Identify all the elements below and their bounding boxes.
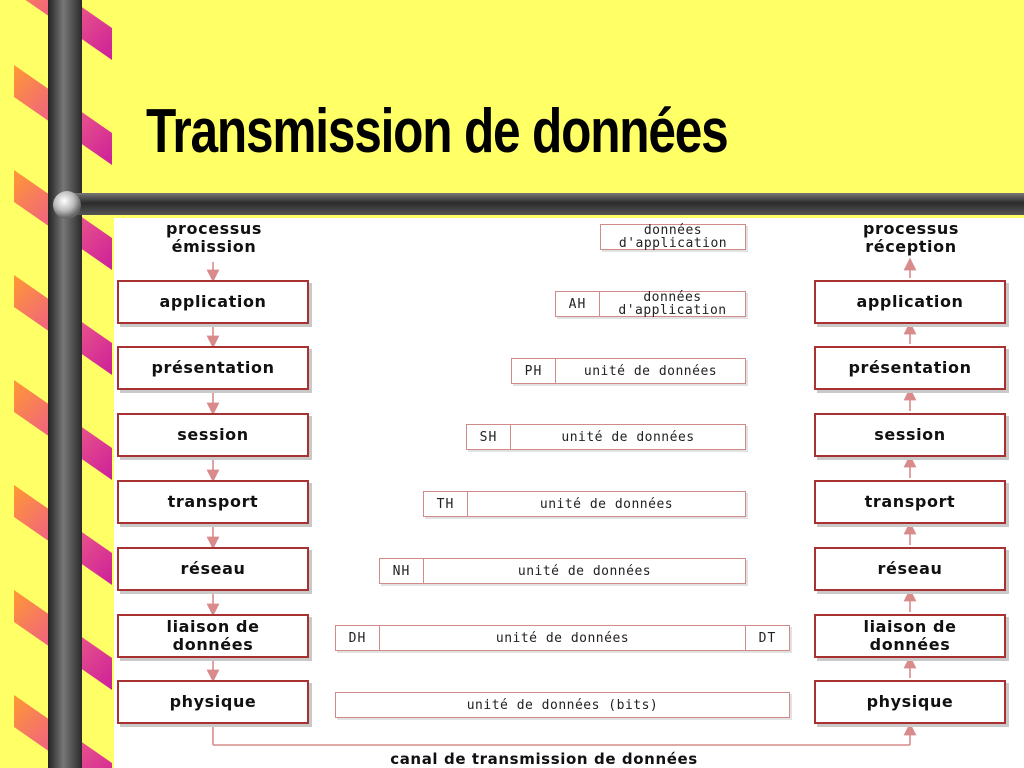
pdu-body: unité de données <box>583 363 718 379</box>
pdu-header: DH <box>336 626 380 650</box>
receiver-layer-reseau: réseau <box>814 547 1006 591</box>
pdu-row <box>423 491 746 517</box>
receiver-layer-session: session <box>814 413 1006 457</box>
pdu-row <box>511 358 746 384</box>
pdu-body: unité de données <box>517 563 652 579</box>
receiver-layer-presentation: présentation <box>814 346 1006 390</box>
pdu-body: unité de données <box>561 429 695 445</box>
sender-layer-transport: transport <box>117 480 309 524</box>
pdu-body: unité de données <box>539 496 674 512</box>
sender-layer-reseau: réseau <box>117 547 309 591</box>
left-ribbon-decoration <box>0 0 120 768</box>
sender-layer-session: session <box>117 413 309 457</box>
pdu-row <box>466 424 746 450</box>
pdu-header: PH <box>512 359 556 383</box>
receiver-process-label: processus réception <box>862 219 960 256</box>
sender-layer-presentation: présentation <box>117 346 309 390</box>
pdu-header: AH <box>556 292 600 316</box>
pdu-row <box>335 625 790 651</box>
pdu-header: SH <box>467 425 511 449</box>
pdu-body: unité de données (bits) <box>466 697 659 713</box>
receiver-layer-physique: physique <box>814 680 1006 724</box>
channel-label: canal de transmission de données <box>390 750 698 768</box>
title-divider-bar <box>50 190 1024 220</box>
pdu-header: TH <box>424 492 468 516</box>
sender-process-label: processus émission <box>165 219 263 256</box>
pdu-body: unité de données <box>495 630 630 646</box>
slide-title: Transmission de données <box>146 97 728 166</box>
sender-layer-application: application <box>117 280 309 324</box>
pdu-body: données d'application <box>618 223 728 251</box>
osi-diagram <box>114 218 1024 768</box>
receiver-layer-transport: transport <box>814 480 1006 524</box>
pdu-row <box>379 558 746 584</box>
sender-layer-physique: physique <box>117 680 309 724</box>
sender-layer-liaison-de-donnees: liaison de données <box>117 614 309 658</box>
pdu-row <box>555 291 746 317</box>
pdu-row <box>600 224 746 250</box>
pdu-row <box>335 692 790 718</box>
pdu-header: NH <box>380 559 424 583</box>
pdu-trailer: DT <box>745 626 789 650</box>
receiver-layer-application: application <box>814 280 1006 324</box>
receiver-layer-liaison-de-donnees: liaison de données <box>814 614 1006 658</box>
pdu-body: données d'application <box>618 290 727 318</box>
